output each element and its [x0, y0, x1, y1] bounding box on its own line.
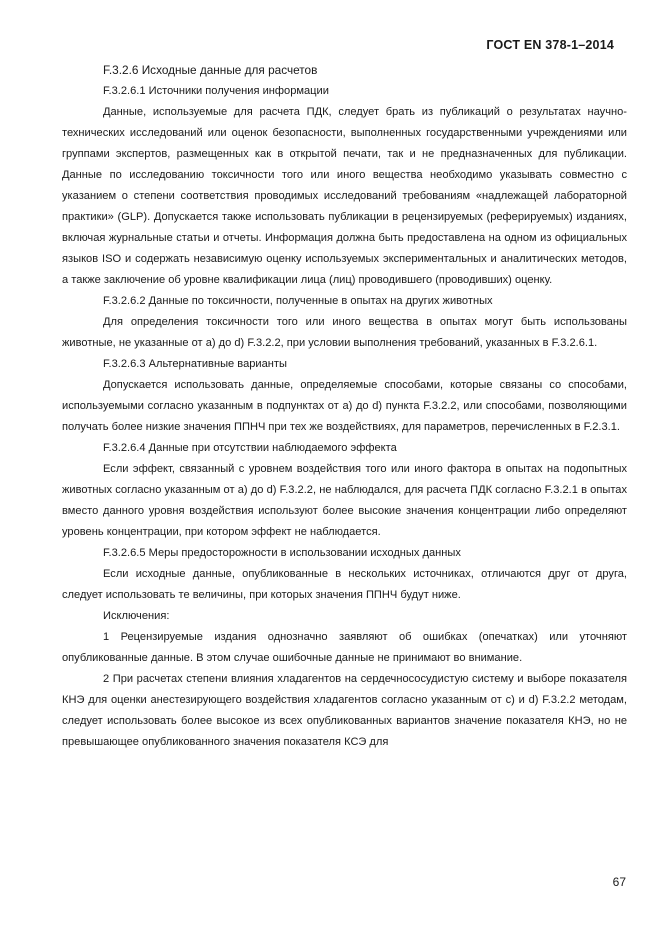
exception-item: 2 При расчетах степени влияния хладагентов на сердечнососудистую систему и выборе показателя КНЭ для оценки анестезирующего воздействия хладагентов согласно указанным от с) и d) F.3.2.2 методам, следует использовать более высокое из всех опубликованных вариантов значение показателя КНЭ, но не превышающее опубликованного значения показателя КСЭ для — [62, 673, 627, 748]
document-body — [62, 60, 627, 753]
paragraph: Данные, используемые для расчета ПДК, следует брать из публикаций о результатах научно-технических исследований или оценок безопасности, выполненных государственными учреждениями или группами экспертов, размещенных как в открытой печати, так и не предназначенных для публикации. Данные по исследованию токсичности того или иного вещества необходимо указывать совместно с указанием о степени соответствия проводимых исследований требованиям «надлежащей лабораторной практики» (GLP). Допускается также использовать публикации в рецензируемых (реферируемых) изданиях, включая журнальные статьи и отчеты. Информация должна быть предоставлена на одном из официальных языков ISO и содержать независимую оценку используемых экспериментальных и аналитических методов, а также заключение об уровне квалификации лица (лиц) проводившего (проводивших) оценку. — [62, 106, 627, 286]
paragraph: Допускается использовать данные, определяемые способами, которые связаны со способами, используемыми согласно указанным в подпунктах от а) до d) пункта F.3.2.2, или способами, позволяющими получать более низкие значения ППНЧ при тех же воздействиях, для параметров, перечисленных в F.2.3.1. — [62, 379, 627, 433]
subsection-heading: F.3.2.6.4 Данные при отсутствии наблюдаемого эффекта — [103, 442, 397, 454]
paragraph: Для определения токсичности того или иного вещества в опытах могут быть использованы животные, не указанные от а) до d) F.3.2.2, при условии выполнения требований, указанных в F.3.2.6.1. — [62, 316, 627, 349]
exception-item: 1 Рецензируемые издания однозначно заявляют об ошибках (опечатках) или уточняют опубликованные данные. В этом случае ошибочные данные не принимают во внимание. — [62, 631, 627, 664]
paragraph: Если эффект, связанный с уровнем воздействия того или иного фактора в опытах на подопытных животных согласно указанным от а) до d) F.3.2.2, не наблюдался, для расчета ПДК согласно F.3.2.1 в опытах вместо данного уровня воздействия используют более высокие значения концентрации либо определяют уровень концентрации, при котором эффект не наблюдается. — [62, 463, 627, 538]
subsection-heading: F.3.2.6.1 Источники получения информации — [103, 85, 329, 97]
standard-header: ГОСТ EN 378-1–2014 — [486, 38, 614, 52]
page-number: 67 — [612, 875, 626, 889]
subsection-heading: F.3.2.6.5 Меры предосторожности в использовании исходных данных — [103, 547, 461, 559]
paragraph: Если исходные данные, опубликованные в нескольких источниках, отличаются друг от друга, следует использовать те величины, при которых значения ППНЧ будут ниже. — [62, 568, 627, 601]
exceptions-label: Исключения: — [103, 610, 170, 622]
section-heading: F.3.2.6 Исходные данные для расчетов — [103, 63, 318, 77]
subsection-heading: F.3.2.6.3 Альтернативные варианты — [103, 358, 287, 370]
subsection-heading: F.3.2.6.2 Данные по токсичности, полученные в опытах на других животных — [103, 295, 493, 307]
